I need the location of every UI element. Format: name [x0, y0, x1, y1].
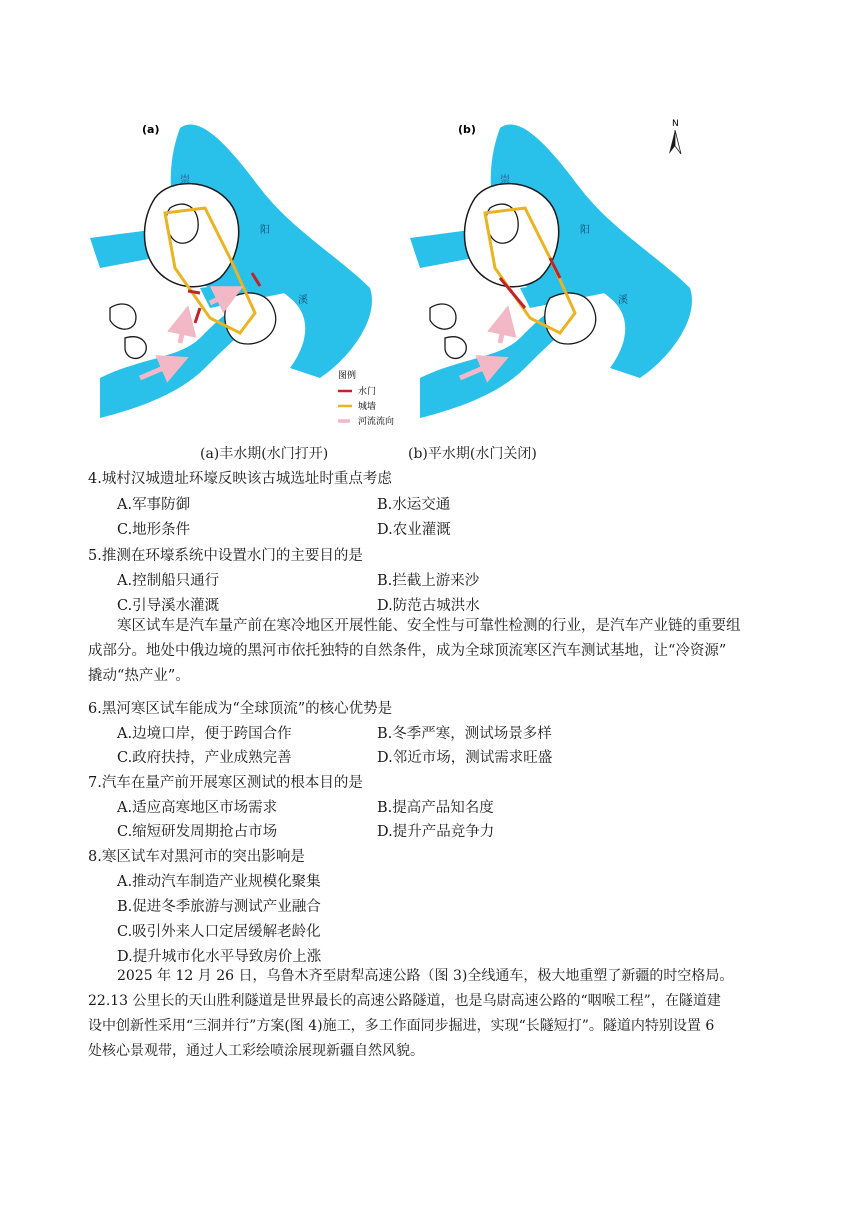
question-4-stem: 4.城村汉城遗址环壕反映该古城选址时重点考虑	[88, 471, 392, 487]
q6-option-a: A.边境口岸，便于跨国合作	[117, 726, 292, 742]
svg-text:城墙: 城墙	[358, 402, 377, 412]
svg-text:阳: 阳	[260, 225, 270, 236]
q8-option-d: D.提升城市化水平导致房价上涨	[117, 949, 322, 965]
caption-a: (a)丰水期(水门打开)	[200, 446, 329, 462]
q5-option-a: A.控制船只通行	[117, 573, 220, 589]
legend	[338, 369, 394, 427]
q8-option-c: C.吸引外来人口定居缓解老龄化	[117, 924, 321, 940]
map-a	[90, 123, 394, 427]
q4-option-a: A.军事防御	[117, 497, 191, 513]
map-b	[410, 123, 692, 418]
svg-text:溪: 溪	[618, 295, 628, 306]
q7-option-d: D.提升产品竞争力	[377, 824, 495, 840]
passage-cold-testing: 寒区试车是汽车量产前在寒冷地区开展性能、安全性与可靠性检测的行业，是汽车产业链的重要组 成部分。地处中俄边境的黑河市依托独特的自然条件，成为全球顶流寒区汽车测试基地，让“冷资源” 撬动“热产业”。	[88, 618, 741, 684]
svg-text:崇: 崇	[180, 175, 190, 186]
passage-highway: 2025 年 12 月 26 日，乌鲁木齐至尉犁高速公路（图 3)全线通车，极大地重塑了新疆的时空格局。 22.13 公里长的天山胜利隧道是世界最长的高速公路隧道，也是乌尉高速公路的“咽喉工程”，在隧道建 设中创新性采用“三洞并行”方案(图 4)施工，多工作面同步掘进，实现“长隧短打”。隧道内特别设置 6 处核心景观带，通过人工彩绘喷涂展现新疆自然风貌。	[88, 968, 734, 1059]
caption-b: (b)平水期(水门关闭)	[408, 446, 537, 462]
svg-text:图例: 图例	[338, 371, 357, 381]
svg-text:崇: 崇	[500, 175, 510, 186]
map-b-letter: (b)	[458, 123, 476, 136]
q6-option-c: C.政府扶持，产业成熟完善	[117, 750, 292, 766]
q7-option-c: C.缩短研发周期抢占市场	[117, 824, 278, 840]
question-7-stem: 7.汽车在量产前开展寒区测试的根本目的是	[88, 775, 363, 791]
north-arrow-icon	[669, 119, 681, 154]
q4-option-d: D.农业灌溉	[377, 522, 451, 538]
question-5-stem: 5.推测在环壕系统中设置水门的主要目的是	[88, 548, 363, 564]
question-8-stem: 8.寒区试车对黑河市的突出影响是	[88, 849, 305, 865]
svg-text:水门: 水门	[358, 387, 377, 397]
svg-text:阳: 阳	[580, 225, 590, 236]
q8-option-b: B.促进冬季旅游与测试产业融合	[117, 899, 321, 915]
q8-option-a: A.推动汽车制造产业规模化聚集	[117, 874, 321, 890]
q7-option-b: B.提高产品知名度	[377, 800, 494, 816]
map-a-letter: (a)	[142, 123, 160, 136]
q5-option-c: C.引导溪水灌溉	[117, 598, 220, 614]
question-6-stem: 6.黑河寒区试车能成为“全球顶流”的核心优势是	[88, 701, 393, 717]
q6-option-d: D.邻近市场，测试需求旺盛	[377, 750, 553, 766]
svg-text:河流流向: 河流流向	[358, 417, 395, 427]
q6-option-b: B.冬季严寒，测试场景多样	[377, 726, 552, 742]
q5-option-b: B.拦截上游来沙	[377, 573, 480, 589]
q5-option-d: D.防范古城洪水	[377, 598, 480, 614]
q4-option-c: C.地形条件	[117, 522, 191, 538]
svg-text:N: N	[672, 119, 679, 129]
svg-text:溪: 溪	[298, 295, 308, 306]
river-maps-figure	[80, 108, 800, 438]
q7-option-a: A.适应高寒地区市场需求	[117, 800, 278, 816]
q4-option-b: B.水运交通	[377, 497, 451, 513]
